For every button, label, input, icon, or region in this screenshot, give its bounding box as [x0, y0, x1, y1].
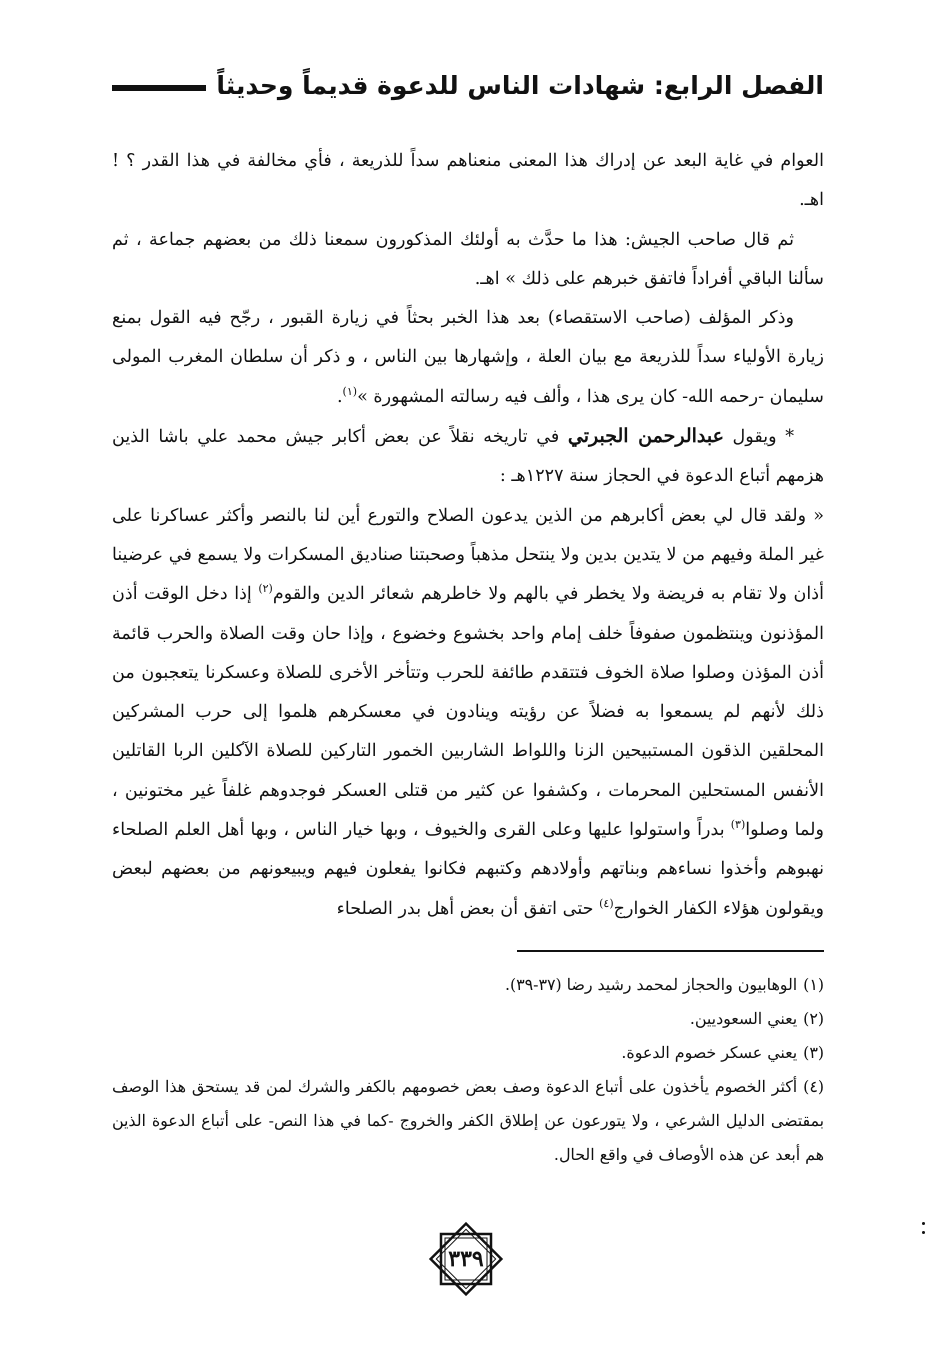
footnote-number: (٢) [803, 1009, 824, 1028]
footnote-divider [517, 950, 824, 952]
page-number: ٣٣٩ [448, 1246, 484, 1272]
footnote-text: الوهابيون والحجاز لمحمد رشيد رضا (٣٧-٣٩). [504, 975, 798, 994]
paragraph-lead: * ويقول [732, 427, 795, 448]
paragraph [112, 299, 824, 417]
paragraph [112, 142, 824, 221]
quote-text: حتى اتفق أن بعض أهل بدر الصلحاء [336, 898, 600, 919]
paragraph [112, 221, 824, 300]
footnote [112, 1002, 824, 1036]
footnote-text: أكثر الخصوم يأخذون على أتباع الدعوة وصف بعض خصومهم بالكفر والشرك لمن قد يستحق هذا الوصف بمقتضى الدليل الشرعي ، ولا يتورعون عن إطلاق الكفر والخروج -كما في هذا النص- على أتباع الدعوة الذين هم أبعد عن هذه الأوصاف في واقع الحال. [112, 1077, 824, 1164]
paragraph [112, 417, 824, 497]
footnotes [112, 968, 824, 1172]
footnote-number: (٤) [803, 1077, 824, 1096]
footnote-text: يعني عسكر خصوم الدعوة. [621, 1043, 798, 1062]
footnote [112, 968, 824, 1002]
margin-mark [922, 1222, 926, 1236]
footnote-ref[interactable]: (٤) [599, 896, 614, 910]
quote-text: بدراً واستولوا عليها وعلى القرى والخيوف ، وبها خيار الناس ، وبها أهل العلم الصلحاء نهبوهم وأخذوا نساءهم وبناتهم وأولادهم وكتبهم فكانوا يفعلون فيهم ويبيعونهم من بعضهم لبعض ويقولون هؤلاء الكفار الخوارج [112, 820, 824, 919]
chapter-title: الفصل الرابع: شهادات الناس للدعوة قديماً وحديثاً [216, 70, 824, 100]
author-name: عبدالرحمن الجبرتي [567, 425, 724, 448]
header-rule [112, 85, 206, 91]
page-number-ornament [425, 1218, 507, 1300]
running-header [112, 62, 824, 108]
paragraph-text: ثم قال صاحب الجيش: هذا ما حدَّث به أولئك المذكورون سمعنا ذلك من بعضهم جماعة ، ثم سألنا الباقي أفراداً فاتفق خبرهم على ذلك » اهـ. [112, 229, 824, 289]
footnote [112, 1036, 824, 1070]
main-text [112, 142, 824, 929]
footnote-ref[interactable]: (٢) [258, 582, 273, 596]
quote-text: « ولقد قال لي بعض أكابرهم من الذين يدعون الصلاح والتورع أين لنا بالنصر وأكثر عساكرنا على غير الملة وفيهم من لا يتدين بدين ولا ينتحل مذهباً وصحبتنا صناديق المسكرات ولا يسمع في عرضينا أذان ولا تقام به فريضة ولا يخطر في بالهم ولا خاطرهم شعائر الدين والقوم [112, 505, 825, 605]
footnote-ref[interactable]: (١) [342, 384, 358, 398]
quoted-paragraph [112, 497, 824, 929]
punctuation: . [336, 386, 343, 407]
paragraph-text: في تاريخه نقلاً عن بعض أكابر جيش محمد علي باشا الذين هزمهم أتباع الدعوة في الحجاز سنة ١٢٢٧هـ : [112, 427, 824, 487]
footnote-ref[interactable]: (٣) [730, 818, 746, 832]
footnote-number: (٣) [803, 1043, 824, 1062]
footnote-number: (١) [803, 975, 824, 994]
footnote-text: يعني السعوديين. [689, 1009, 798, 1028]
quote-text: إذا دخل الوقت أذن المؤذنون وينتظمون صفوفاً خلف إمام واحد بخشوع وخضوع ، وإذا حان وقت الصلاة والحرب قائمة أذن المؤذن وصلوا صلاة الخوف فتتقدم طائفة للحرب وتتأخر الأخرى للصلاة وعسكرنا يتعجبون من ذلك لأنهم لم يسمعوا به فضلاً عن رؤيته وينادون في معسكرهم هلموا إلى حرب المشركين المحلقين الذقون المستبيحين الزنا واللواط الشاربين الخمور التاركين للصلاة الآكلين الربا القاتلين الأنفس المستحلين المحرمات ، وكشفوا عن كثير من قتلى العسكر فوجدوهم غلفاً غير مختونين ، ولما وصلوا [112, 584, 824, 841]
footnote [112, 1070, 824, 1172]
paragraph-text: وذكر المؤلف (صاحب الاستقصاء) بعد هذا الخبر بحثاً في زيارة القبور ، رجّح فيه القول بمنع زيارة الأولياء سداً للذريعة مع بيان العلة ، وإشهارها بين الناس ، و ذكر أن سلطان المغرب المولى سليمان -رحمه الله- كان يرى هذا ، وألف فيه رسالته المشهورة » [112, 308, 824, 407]
paragraph-text: العوام في غاية البعد عن إدراك هذا المعنى منعناهم سداً للذريعة ، فأي مخالفة في هذا القدر ؟ ! اهـ. [112, 151, 824, 211]
